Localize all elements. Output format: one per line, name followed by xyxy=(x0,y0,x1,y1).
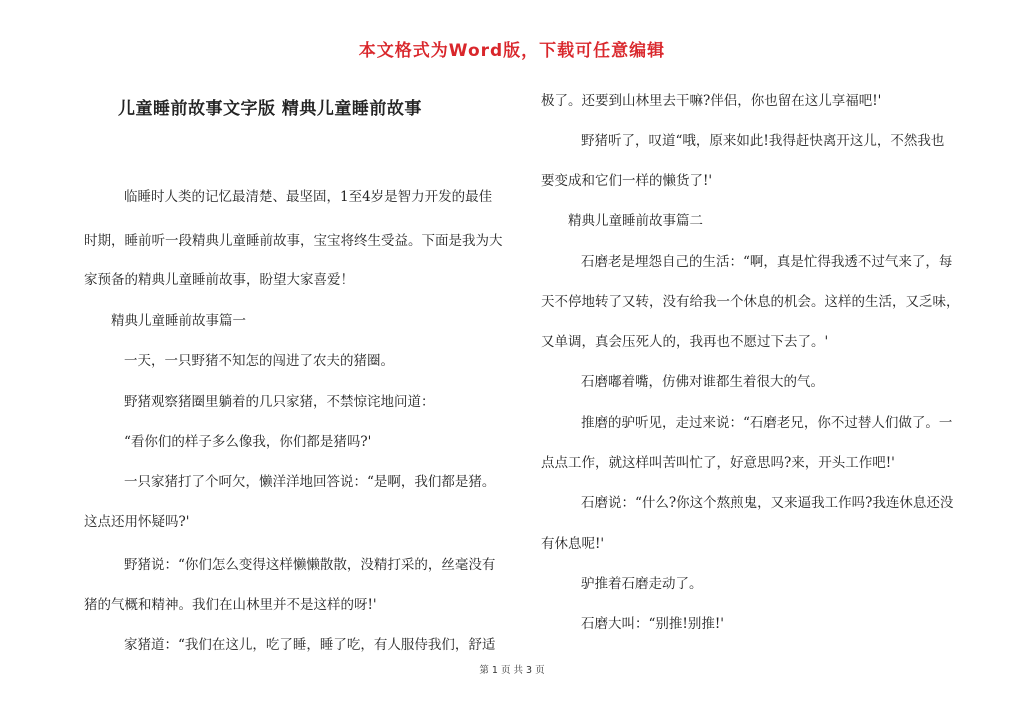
paragraph-line: 石磨老是埋怨自己的生活：“啊，真是忙得我透不过气来了，每 xyxy=(581,254,953,270)
paragraph-line: 野猪说：“你们怎么变得这样懒懒散散，没精打采的，丝毫没有 xyxy=(124,557,496,573)
paragraph-line: 点点工作，就这样叫苦叫忙了，好意思吗?来，开头工作吧!' xyxy=(541,455,895,471)
paragraph-line: 驴推着石磨走动了。 xyxy=(581,576,703,592)
paragraph-line: 野猪听了，叹道“哦，原来如此!我得赶快离开这儿，不然我也 xyxy=(581,133,945,149)
paragraph-line: 时期，睡前听一段精典儿童睡前故事，宝宝将终生受益。下面是我为大 xyxy=(84,233,503,249)
paragraph-line: 推磨的驴听见，走过来说：“石磨老兄，你不过替人们做了。一 xyxy=(581,415,953,431)
paragraph-line: 临睡时人类的记忆最清楚、最坚固，1至4岁是智力开发的最佳 xyxy=(124,189,493,205)
paragraph-line: 这点还用怀疑吗?' xyxy=(84,514,190,530)
paragraph-line: 一只家猪打了个呵欠，懒洋洋地回答说：“是啊，我们都是猪。 xyxy=(124,474,496,490)
paragraph-line: 又单调，真会压死人的，我再也不愿过下去了。' xyxy=(541,334,829,350)
paragraph-line: 有休息呢!' xyxy=(541,536,605,552)
page-number-footer: 第 1 页 共 3 页 xyxy=(479,665,545,676)
paragraph-line: 野猪观察猪圈里躺着的几只家猪，不禁惊诧地问道： xyxy=(124,394,435,410)
paragraph-line: 家猪道：“我们在这儿，吃了睡，睡了吃，有人服侍我们，舒适 xyxy=(124,637,496,653)
paragraph-line: 石磨大叫：“别推!别推!' xyxy=(581,616,724,632)
section-heading-2: 精典儿童睡前故事篇二 xyxy=(568,213,703,229)
paragraph-line: “看你们的样子多么像我，你们都是猪吗?' xyxy=(124,434,372,450)
article-title: 儿童睡前故事文字版 精典儿童睡前故事 xyxy=(118,99,422,119)
paragraph-line: 猪的气概和精神。我们在山林里并不是这样的呀!' xyxy=(84,597,377,613)
paragraph-line: 极了。还要到山林里去干嘛?伴侣，你也留在这儿享福吧!' xyxy=(541,93,882,109)
word-format-banner: 本文格式为Word版，下载可任意编辑 xyxy=(358,41,666,61)
section-heading-1: 精典儿童睡前故事篇一 xyxy=(111,313,246,329)
paragraph-line: 一天，一只野猪不知怎的闯进了农夫的猪圈。 xyxy=(124,353,394,369)
paragraph-line: 石磨嘟着嘴，仿佛对谁都生着很大的气。 xyxy=(581,374,824,390)
paragraph-line: 石磨说：“什么?你这个熬煎鬼，又来逼我工作吗?我连休息还没 xyxy=(581,495,954,511)
paragraph-line: 家预备的精典儿童睡前故事，盼望大家喜爱！ xyxy=(84,272,354,288)
paragraph-line: 天不停地转了又转，没有给我一个休息的机会。这样的生活，又乏味， xyxy=(541,294,960,310)
paragraph-line: 要变成和它们一样的懒货了!' xyxy=(541,173,713,189)
